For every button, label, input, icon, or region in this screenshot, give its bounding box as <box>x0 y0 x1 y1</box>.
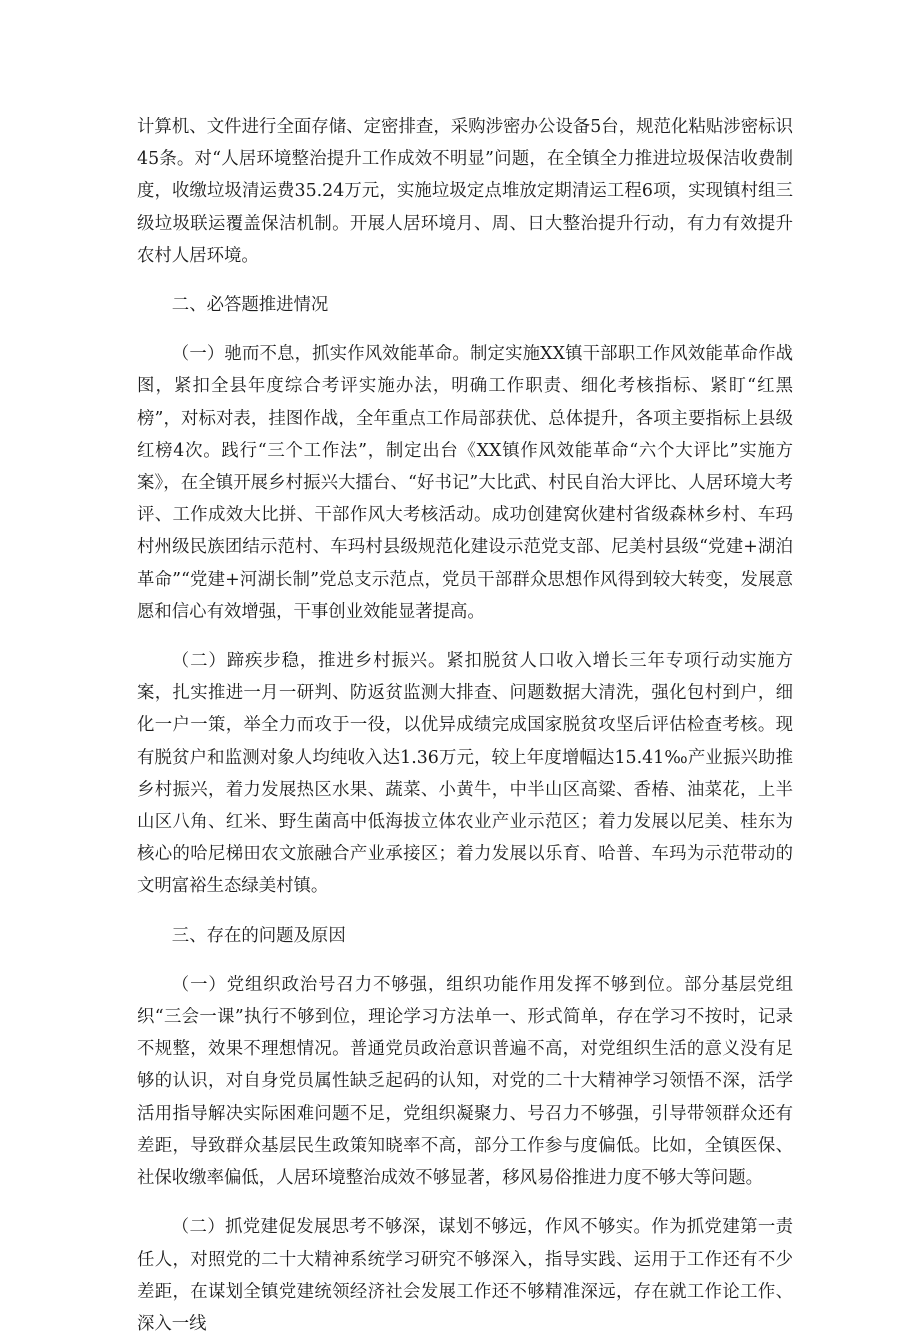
section-heading-3: 三、存在的问题及原因 <box>171 925 346 946</box>
paragraph-gap <box>137 272 793 289</box>
paragraph-rural-revitalization: （二）蹄疾步稳，推进乡村振兴。紧扣脱贫人口收入增长三年专项行动实施方案，扎实推进一月一研判、防返贫监测大排查、问题数据大清洗，强化包村到户，细化一户一策，举全力而攻于一役，以优异成绩完成国家脱贫攻坚后评估检查考核。现有脱贫户和监测对象人均纯收入达1.36万元，较上年度增幅达15.41‰产业振兴助推乡村振兴，着力发展热区水果、蔬菜、小黄牛，中半山区高粱、香椿、油菜花，上半山区八角、红米、野生菌高中低海拔立体农业产业示范区；着力发展以尼美、桂东为核心的哈尼梯田农文旅融合产业承接区；着力发展以乐育、哈普、车玛为示范带动的文明富裕生态绿美村镇。 <box>137 651 793 897</box>
paragraph-party-building: （二）抓党建促发展思考不够深，谋划不够远，作风不够实。作为抓党建第一责任人，对照党的二十大精神系统学习研究不够深入，指导实践、运用于工作还有不少差距，在谋划全镇党建统领经济社会发展工作还不够精准深远，存在就工作论工作、深入一线 <box>137 1217 793 1334</box>
paragraph-gap <box>137 321 793 338</box>
document-body <box>137 111 793 1340</box>
paragraph-party-organization: （一）党组织政治号召力不够强，组织功能作用发挥不够到位。部分基层党组织“三会一课”执行不够到位，理论学习方法单一、形式简单，存在学习不按时，记录不规整，效果不理想情况。普通党员政治意识普遍不高，对党组织生活的意义没有足够的认识，对自身党员属性缺乏起码的认知，对党的二十大精神学习领悟不深，活学活用指导解决实际困难问题不足，党组织凝聚力、号召力不够强，引导带领群众还有差距，导致群众基层民生政策知晓率不高，部分工作参与度偏低。比如，全镇医保、社保收缴率偏低，人居环境整治成效不够显著，移风易俗推进力度不够大等问题。 <box>137 974 793 1189</box>
paragraph-gap <box>137 1194 793 1211</box>
paragraph-gap <box>137 903 793 920</box>
paragraph-gap <box>137 952 793 969</box>
paragraph-gap <box>137 628 793 645</box>
paragraph-work-style: （一）驰而不息，抓实作风效能革命。制定实施XX镇干部职工作风效能革命作战图，紧扣全县年度综合考评实施办法，明确工作职责、细化考核指标、紧盯“红黑榜”，对标对表，挂图作战，全年重点工作局部获优、总体提升，各项主要指标上县级红榜4次。践行“三个工作法”，制定出台《XX镇作风效能革命“六个大评比”实施方案》，在全镇开展乡村振兴大擂台、“好书记”大比武、村民自治大评比、人居环境大考评、工作成效大比拼、干部作风大考核活动。成功创建窝伙建村省级森林乡村、车玛村州级民族团结示范村、车玛村县级规范化建设示范党支部、尼美村县级“党建+湖泊革命”“党建+河湖长制”党总支示范点，党员干部群众思想作风得到较大转变，发展意愿和信心有效增强，干事创业效能显著提高。 <box>137 344 793 622</box>
paragraph-continued-text: 计算机、文件进行全面存储、定密排查，采购涉密办公设备5台，规范化粘贴涉密标识45条。对“人居环境整治提升工作成效不明显”问题，在全镇全力推进垃圾保洁收费制度，收缴垃圾清运费35.24万元，实施垃圾定点堆放定期清运工程6项，实现镇村组三级垃圾联运覆盖保洁机制。开展人居环境月、周、日大整治提升行动，有力有效提升农村人居环境。 <box>137 117 793 266</box>
section-heading-2: 二、必答题推进情况 <box>171 295 329 316</box>
